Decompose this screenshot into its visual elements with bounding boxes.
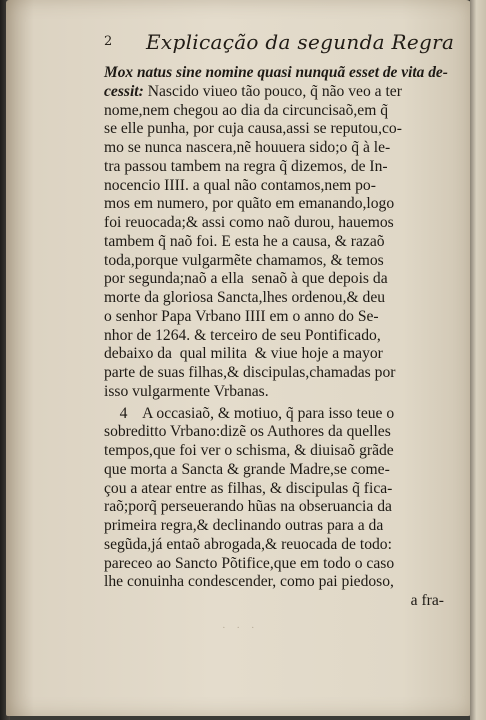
text-line — [104, 480, 448, 499]
line-text: tambem q̃ naõ foi. E esta he a causa, & razaõ — [104, 232, 385, 250]
page-number: 2 — [104, 34, 113, 49]
text-line — [104, 423, 448, 442]
text-line — [104, 252, 448, 271]
line-text: sobreditto Vrbano:dizẽ os Authores da quelles — [104, 423, 391, 441]
text-line — [104, 555, 448, 574]
line-text: primeira regra,& declinando outras para a da — [104, 517, 384, 534]
line-text: parte de suas filhas,& discipulas,chamadas por — [104, 364, 396, 381]
text-line — [104, 536, 448, 555]
line-text: tempos,que foi ver o schisma, & diuisaõ grãde — [104, 442, 394, 459]
line-text: segũda,já entaõ abrogada,& reuocada de todo: — [104, 535, 392, 553]
line-text: se elle punha, por cuja causa,assi se reputou,co- — [104, 120, 402, 138]
text-line — [104, 442, 448, 461]
line-text: que morta a Sancta & grande Madre,se come- — [104, 460, 390, 478]
line-text: lhe conuinha condescender, como pai piedoso, — [104, 573, 394, 591]
page-edge — [470, 0, 486, 720]
text-line — [104, 214, 448, 233]
text-line — [104, 461, 448, 480]
line-text: mos em numero, por quãto em emanando,logo — [104, 195, 395, 213]
line-text: por segunda;naõ a ella senaõ à que depois da — [104, 270, 388, 288]
text-line — [104, 405, 448, 424]
line-text: nocencio IIII. a qual não contamos,nem po- — [104, 176, 376, 194]
text-line — [104, 64, 448, 83]
line-text: toda,porque vulgarmẽte chamamos, & temos — [104, 251, 384, 269]
body-text — [104, 64, 448, 611]
line-text: 4 A occasiaõ, & motiuo, q̃ para isso teue o — [104, 404, 395, 422]
line-text: nhor de 1264. & terceiro de seu Pontificado, — [104, 326, 381, 344]
line-text: debaixo da qual milita & viue hoje a mayor — [104, 345, 383, 363]
bleed-through-mark: · · · — [222, 622, 259, 634]
text-line — [104, 364, 448, 383]
text-line — [104, 177, 448, 196]
running-head: Explicação da segunda Regra — [146, 30, 455, 54]
text-line — [104, 308, 448, 327]
text-line — [104, 498, 448, 517]
line-text: morte da gloriosa Sancta,lhes ordenou,& deu — [104, 289, 386, 306]
text-line — [104, 345, 448, 364]
text-line — [104, 102, 448, 121]
text-line — [104, 289, 448, 308]
text-line — [104, 158, 448, 177]
line-text: çou a atear entre as filhas, & discipulas q̃ fica- — [104, 479, 393, 497]
line-text: tra passou tambem na regra q̃ dizemos, de In- — [104, 157, 388, 175]
latin-quote: cessit: — [104, 82, 144, 100]
text-line — [104, 270, 448, 289]
latin-quote: Mox natus sine nomine quasi nunquã esset de vita de- — [104, 64, 448, 81]
line-text: isso vulgarmente Vrbanas. — [104, 382, 269, 400]
line-text: pareceo ao Sancto Põtifice,que em todo o caso — [104, 554, 395, 572]
catchword: a fra- — [410, 592, 444, 609]
text-line — [104, 195, 448, 214]
text-line — [104, 120, 448, 139]
line-text: nome,nem chegou ao dia da circuncisaõ,em q̃ — [104, 101, 389, 119]
text-line — [104, 383, 448, 402]
line-text: o senhor Papa Vrbano IIII em o anno do Se- — [104, 307, 379, 325]
text-line — [104, 517, 448, 536]
text-line — [104, 573, 448, 592]
line-text: mo se nunca nascera,nẽ houuera sido;o q̃ à le- — [104, 139, 391, 156]
text-line — [104, 327, 448, 346]
text-line — [104, 83, 448, 102]
line-text: foi reuocada;& assi como naõ durou, hauemos — [104, 214, 394, 231]
line-text: raõ;porq̃ perseuerando hũas na obseruancia da — [104, 498, 392, 516]
line-text: Nascido viueo tão pouco, q̃ não veo a ter — [143, 82, 402, 100]
text-line — [104, 233, 448, 252]
text-line — [104, 139, 448, 158]
